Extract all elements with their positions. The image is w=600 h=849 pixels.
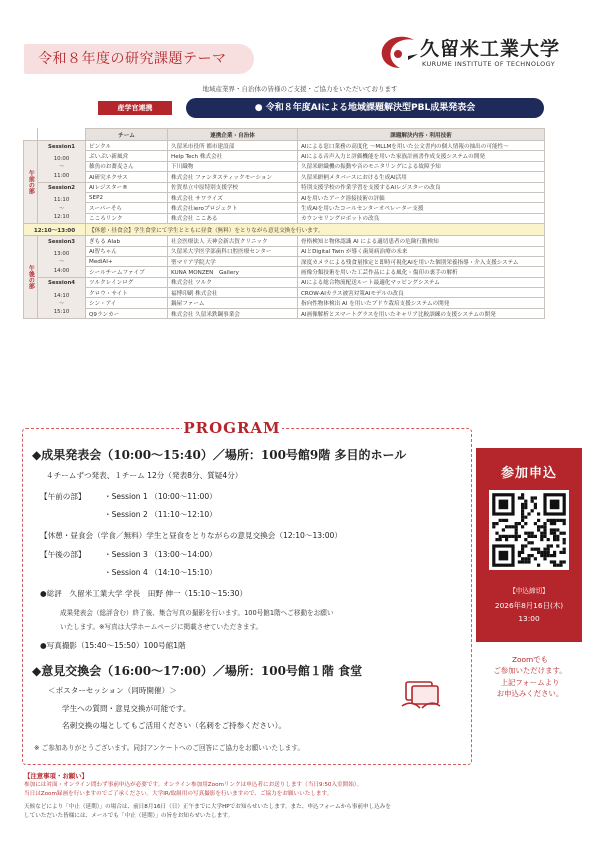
- cell-partner: 福博印刷 株式会社: [168, 288, 298, 298]
- deadline-time: 13:00: [518, 614, 540, 623]
- cell-team: シールチームファイブ: [86, 267, 168, 277]
- cell-team: 雑魚のお蕎麦さん: [86, 161, 168, 171]
- session-name: Session4: [47, 280, 76, 287]
- table-row: [24, 151, 545, 161]
- session-time: 11:10 〜 12:10: [53, 197, 70, 221]
- cell-partner: 聖マリア学院大学: [168, 256, 298, 266]
- header-partner: 連携企業・自治体: [168, 129, 298, 141]
- name-card-exchange-icon: [400, 676, 442, 712]
- notes-heading: 【注意事項・お願い】: [24, 772, 88, 780]
- registration-title: 参加申込: [500, 466, 557, 481]
- notes-red-1: 参加には対面・オンライン問わず事前申込が必要です。オンライン参加用Zoomリンクは申込者にお送りします（当日9:50入室開始）。: [24, 782, 363, 789]
- cell-topic: AIによる音声入力と評価機能を用いた家族計画書作成支援システムの開発: [298, 151, 545, 161]
- review-note-2: いたします。※写真は大学ホームページに掲載させていただきます。: [60, 623, 263, 631]
- logo-name-en: KURUME INSTITUTE OF TECHNOLOGY: [422, 60, 556, 68]
- cell-partner: 鍋屋ファーム: [168, 298, 298, 308]
- table-row: [24, 182, 545, 192]
- cell-topic: 特別支援学校の作業学習を支援するAIレジスターの改良: [298, 182, 545, 192]
- cell-partner: 社会医療法人 天神会新古賀クリニック: [168, 236, 298, 246]
- table-row: [24, 308, 545, 318]
- header-topic: 課題解決内容・利用技術: [298, 129, 545, 141]
- cell-team: クロウ・サイト: [86, 288, 168, 298]
- am-label: 【午前の部】: [40, 492, 86, 501]
- table-row: [24, 172, 545, 182]
- notes-section: [24, 771, 580, 821]
- collaboration-tag: 産学官連携: [98, 101, 172, 115]
- support-notice: 地域産業界・自治体の皆様のご支援・ご協力をいただいております: [202, 85, 398, 93]
- registration-qr-code[interactable]: [489, 490, 569, 570]
- thanks-line: ※ ご参加ありがとうございます。同封アンケートへのご回答にご協力をお願いいたします。: [34, 744, 304, 752]
- cell-topic: 指向性物体検出 AI を用いたブドウ栽培支援システムの開発: [298, 298, 545, 308]
- zoom-note-line: 上記フォームより: [500, 677, 560, 687]
- theme-title-banner: [24, 44, 254, 74]
- cell-team: Q9ランカー: [86, 308, 168, 318]
- format-text: ４チームずつ発表、１チーム 12分（発表8分、質疑4分）: [46, 471, 243, 480]
- cell-team: こころリンク: [86, 213, 168, 223]
- session-cell: [38, 182, 86, 224]
- notes-plain-1: 天候などにより「中止（延期）」の場合は、前日8月16日（日）正午までに大学HPでお知らせいたします。また、申込フォームから事前申し込みを: [24, 804, 391, 811]
- table-row: [24, 213, 545, 223]
- cell-partner: 久留米市役所 都市建設部: [168, 141, 298, 151]
- cell-team: MediAI+: [86, 256, 168, 266]
- table-row: [24, 277, 545, 287]
- cell-partner: KUNA MONZEN Gallery: [168, 267, 298, 277]
- session2-line: ・Session 2 （11:10〜12:10）: [104, 510, 217, 519]
- event-title-text: 令和８年度AIによる地域課題解決型PBL成果発表会: [265, 103, 476, 113]
- university-logo: [378, 32, 588, 76]
- table-row: [24, 161, 545, 171]
- cell-topic: AIによる窓口業務の高度化 〜MLLMを用いた公文書内の個人情報の抽出の可能性〜: [298, 141, 545, 151]
- zoom-note: [478, 654, 582, 700]
- cell-team: スーパーそら: [86, 203, 168, 213]
- table-row: [24, 246, 545, 256]
- session1-line: ・Session 1 （10:00〜11:00）: [104, 492, 217, 501]
- notes-plain-2: していただいた皆様には、メールでも「中止（延期）」の旨をお知らせいたします。: [24, 813, 234, 820]
- table-row: [24, 203, 545, 213]
- photo-line: ●写真撮影（15:40〜15:50）100号館1階: [40, 641, 186, 650]
- cell-partner: 株式会社 ここある: [168, 213, 298, 223]
- part-label: 午後の部: [24, 236, 38, 319]
- poster-note-1: 学生への質問・意見交換が可能です。: [62, 704, 191, 713]
- cell-topic: CROW-AIカラス被害対策AIモデルの改良: [298, 288, 545, 298]
- cell-topic: AIによる総合物流配送ルート最適化マッピングシステム: [298, 277, 545, 287]
- session-time: 14:10 〜 15:10: [53, 292, 70, 316]
- table-row: [24, 236, 545, 246]
- session-name: Session1: [47, 143, 76, 150]
- cell-team: ぎもる AIab: [86, 236, 168, 246]
- table-row: [24, 288, 545, 298]
- cell-topic: AIとDigital Twin が導く歯周病治療の未来: [298, 246, 545, 256]
- session-cell: [38, 236, 86, 278]
- cell-topic: 久留米絣織機の振動や音のモニタリングによる故障予知: [298, 161, 545, 171]
- cell-partner: 株式会社 ツルク: [168, 277, 298, 287]
- cell-partner: 佐賀県立中原特別支援学校: [168, 182, 298, 192]
- cell-partner: 株式会社 ファンタスティックモーション: [168, 172, 298, 182]
- cell-topic: 久留米絣柄メタバースにおける生成AI活用: [298, 172, 545, 182]
- poster-line: ＜ポスターセッション（同時開催）＞: [48, 686, 177, 695]
- logo-mark-icon: [378, 32, 418, 72]
- registration-panel: [476, 448, 582, 642]
- session-time: 10:00 〜 11:00: [53, 155, 70, 179]
- part-label: 午前の部: [24, 141, 38, 224]
- cell-team: SEP2: [86, 192, 168, 202]
- cell-team: ピンクル: [86, 141, 168, 151]
- cell-topic: カウンセリングロボットの改良: [298, 213, 545, 223]
- table-row: [24, 256, 545, 266]
- zoom-note-line: ご参加いただけます。: [493, 666, 567, 676]
- theme-title: 令和８年度の研究課題テーマ: [38, 51, 227, 67]
- table-row: [24, 192, 545, 202]
- poster-note-2: 名刺交換の場としてもご活用ください（名刺をご持参ください）。: [62, 721, 287, 730]
- cell-partner: 株式会社 サワライズ: [168, 192, 298, 202]
- event-title: ● 令和８年度AIによる地域課題解決型PBL成果発表会: [186, 98, 544, 118]
- cell-topic: 画像分類技術を用いた工芸作品による風化・傷印の裏手の解析: [298, 267, 545, 277]
- session-name: Session2: [47, 185, 76, 192]
- table-row: [24, 298, 545, 308]
- cell-partner: Help Tech 株式会社: [168, 151, 298, 161]
- logo-name-ja: 久留米工業大学: [420, 38, 561, 60]
- cell-partner: 久留米大学医学部歯科口腔医療センター: [168, 246, 298, 256]
- table-row: [24, 141, 545, 151]
- cell-topic: 深度カメラによる残食量推定と即時可視化AIを用いた個別栄養指導・介入支援システム: [298, 256, 545, 266]
- break-time: 12:10〜13:00: [24, 224, 86, 236]
- cell-topic: AI画像解析とスマートグラスを用いたキャリア比較訓練の支援システムの開発: [298, 308, 545, 318]
- pm-label: 【午後の部】: [40, 550, 86, 559]
- lunch-line: 【休憩・昼食会（学食／無料）学生と昼食をとりながらの意見交換会（12:10〜13:00）: [40, 531, 342, 540]
- session-cell: [38, 277, 86, 319]
- session-heading: ◆成果発表会（10:00〜15:40）／場所：100号館9階 多目的ホール: [32, 448, 407, 462]
- schedule-table: [23, 128, 545, 319]
- cell-team: ぷいぷい新風営: [86, 151, 168, 161]
- session3-line: ・Session 3 （13:00〜14:00）: [104, 550, 217, 559]
- cell-team: AIレジスター®: [86, 182, 168, 192]
- review-line: ●総評 久留米工業大学 学長 田野 伸一（15:10〜15:30）: [40, 589, 248, 598]
- program-title: PROGRAM: [183, 419, 281, 437]
- break-note: 【休憩・昼食会】学生食堂にて学生とともに昼食（無料）をとりながら意見交換を行います。: [86, 224, 545, 236]
- cell-partner: 株式会社 久留米鉄鋼事業会: [168, 308, 298, 318]
- cell-team: ツルクレインログ: [86, 277, 168, 287]
- session-name: Session3: [47, 238, 76, 245]
- cell-partner: 下川織物: [168, 161, 298, 171]
- session4-line: ・Session 4 （14:10〜15:10）: [104, 568, 217, 577]
- table-row: [24, 267, 545, 277]
- deadline-label: 【申込締切】: [509, 587, 549, 595]
- cell-topic: AIを用いたアーク溶接技術の評価: [298, 192, 545, 202]
- deadline-date: 2026年8月16日(木): [494, 601, 564, 610]
- break-row: [24, 224, 545, 236]
- cell-team: AI智ちゃん: [86, 246, 168, 256]
- zoom-note-line: Zoomでも: [511, 655, 549, 664]
- cell-team: シン・アイ: [86, 298, 168, 308]
- cell-topic: 骨格検知と物体認識 AI による適切患者の危険行動検知: [298, 236, 545, 246]
- cell-topic: 生成AIを用いたコールセンターオペレーター支援: [298, 203, 545, 213]
- zoom-note-line: お申込みください。: [496, 689, 564, 699]
- review-note-1: 成果発表会（総評含む）終了後、集合写真の撮影を行います。100号館1階へご移動をお願い: [60, 609, 334, 617]
- table-header-row: [24, 129, 545, 141]
- exchange-heading: ◆意見交換会（16:00〜17:00）／場所：100号館１階 食堂: [32, 664, 363, 678]
- header-team: チーム: [86, 129, 168, 141]
- cell-partner: 株式会社ieroプロジェクト: [168, 203, 298, 213]
- notes-red-2: 当日はZoom録画を行いますのでご了承ください。大学IR/取組用の写真撮影を行いますので、ご協力をお願いいたします。: [24, 791, 333, 798]
- session-cell: [38, 141, 86, 183]
- cell-team: AI研究ネクサス: [86, 172, 168, 182]
- session-time: 13:00 〜 14:00: [53, 251, 70, 274]
